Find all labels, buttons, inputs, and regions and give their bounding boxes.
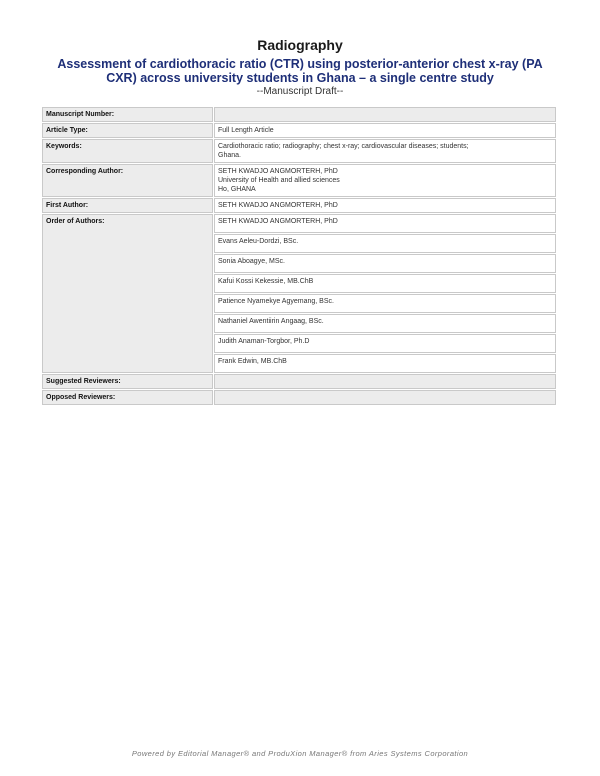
row-corresponding-author xyxy=(42,164,556,197)
first-author-value: SETH KWADJO ANGMORTERH, PhD xyxy=(214,198,556,213)
corresponding-author-value xyxy=(214,164,556,197)
keywords-line-2: Ghana. xyxy=(218,152,241,159)
author-item: Kafui Kossi Kekessie, MB.ChB xyxy=(214,274,556,293)
suggested-reviewers-value xyxy=(214,374,556,389)
manuscript-title xyxy=(40,57,560,85)
author-item: Evans Aeleu-Dordzi, BSc. xyxy=(214,234,556,253)
opposed-reviewers-value xyxy=(214,390,556,405)
corresponding-author-name: SETH KWADJO ANGMORTERH, PhD xyxy=(218,168,338,175)
row-article-type xyxy=(42,123,556,138)
row-suggested-reviewers xyxy=(42,374,556,389)
page-footer: Powered by Editorial Manager® and ProduXion Manager® from Aries Systems Corporation xyxy=(131,749,469,758)
row-first-author xyxy=(42,198,556,213)
manuscript-number-value xyxy=(214,107,556,122)
article-type-label: Article Type: xyxy=(42,123,213,138)
author-item: Judith Anaman-Torgbor, Ph.D xyxy=(214,334,556,353)
row-order-of-authors xyxy=(42,214,556,233)
suggested-reviewers-label: Suggested Reviewers: xyxy=(42,374,213,389)
title-line-1: Assessment of cardiothoracic ratio (CTR) using posterior-anterior chest x-ray (PA xyxy=(57,57,543,71)
draft-label: --Manuscript Draft-- xyxy=(256,86,344,97)
row-manuscript-number xyxy=(42,107,556,122)
corresponding-author-institution: University of Health and allied sciences xyxy=(218,177,340,184)
author-item: Nathaniel Awentiirin Angaag, BSc. xyxy=(214,314,556,333)
author-item: SETH KWADJO ANGMORTERH, PhD xyxy=(214,214,556,233)
journal-name: Radiography xyxy=(257,37,343,53)
article-type-value: Full Length Article xyxy=(214,123,556,138)
order-of-authors-label: Order of Authors: xyxy=(42,214,213,373)
corresponding-author-label: Corresponding Author: xyxy=(42,164,213,197)
row-keywords xyxy=(42,139,556,163)
first-author-label: First Author: xyxy=(42,198,213,213)
manuscript-metadata-table xyxy=(41,106,557,406)
row-opposed-reviewers xyxy=(42,390,556,405)
opposed-reviewers-label: Opposed Reviewers: xyxy=(42,390,213,405)
keywords-value xyxy=(214,139,556,163)
author-item: Patience Nyamekye Agyemang, BSc. xyxy=(214,294,556,313)
author-item: Frank Edwin, MB.ChB xyxy=(214,354,556,373)
keywords-line-1: Cardiothoracic ratio; radiography; chest x-ray; cardiovascular diseases; students; xyxy=(218,143,469,150)
title-line-2: CXR) across university students in Ghana – a single centre study xyxy=(106,71,494,85)
author-item: Sonia Aboagye, MSc. xyxy=(214,254,556,273)
keywords-label: Keywords: xyxy=(42,139,213,163)
corresponding-author-location: Ho, GHANA xyxy=(218,186,256,193)
manuscript-number-label: Manuscript Number: xyxy=(42,107,213,122)
